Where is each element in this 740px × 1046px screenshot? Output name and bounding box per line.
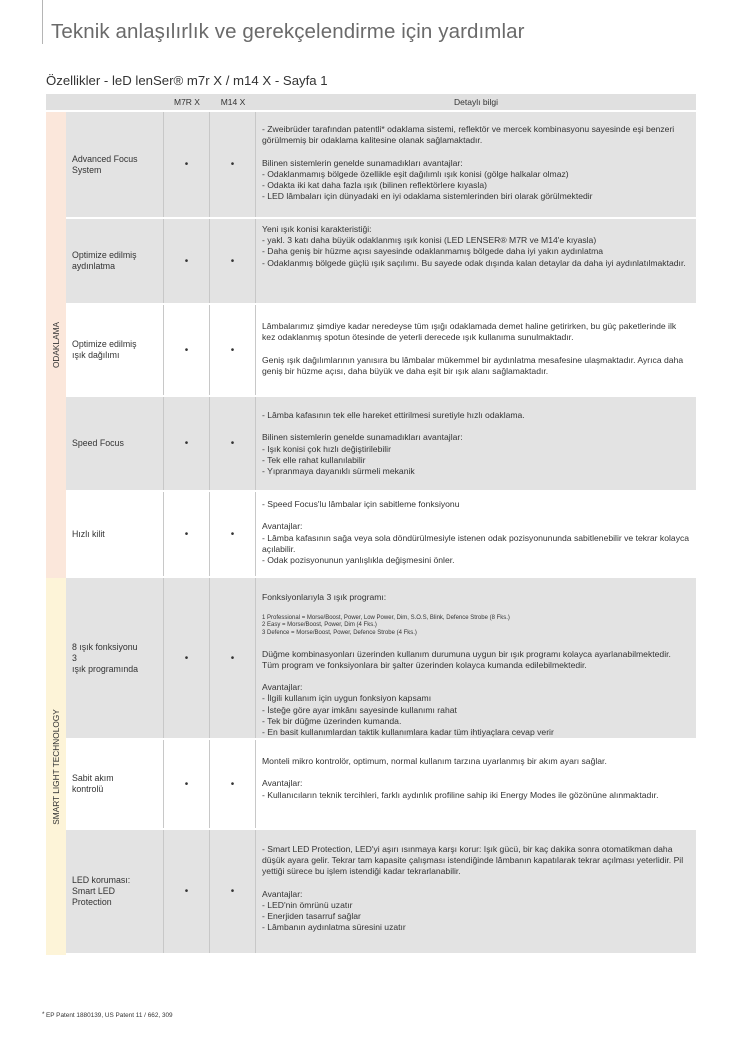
m7rx-availability: •	[164, 830, 210, 953]
feature-name: LED koruması: Smart LED Protection	[66, 830, 164, 953]
group-label-text: ODAKLAMA	[51, 321, 61, 369]
m14x-availability: •	[210, 397, 256, 490]
header-feature-blank	[66, 94, 164, 110]
table-row	[66, 305, 696, 397]
patent-footnote	[42, 1011, 173, 1019]
m14x-availability: •	[210, 492, 256, 576]
table-row	[66, 830, 696, 955]
header-model-m14x: M14 X	[220, 97, 246, 107]
features-table	[46, 94, 696, 955]
feature-detail: Düğme kombinasyonları üzerinden kullanım durumuna uygun bir ışık programı kolayca ayarlanabilmektedir. Tüm program ve fonksiyonlara bir şalter üzerinden kolayca kumanda edilebilmektedir. Avantajlar: - İlgili kullanım için uygun fonksiyon kapsamı - İsteğe göre ayar imkânı sayesinde kullanımı rahat - Tek bir düğme üzerinden kumanda. - En basit kullanımlardan taktik kullanımlara kadar tüm ihtiyaçlara cevap verir	[262, 648, 671, 738]
feature-name: Sabit akım kontrolü	[66, 740, 164, 828]
feature-detail: Lâmbalarımız şimdiye kadar neredeyse tüm ışığı odaklamada demet haline getirirken, bu güç paketlerinde ilk kez odaklanmış spotun ötesinde de yeterli derecede ışık kullanıma sunulmaktadır. Geniş ışık dağılımlarının yanısıra bu lâmbalar mükemmel bir aydınlatma mesafesine ulaşmaktadır. Ayrıca daha geniş bir hüzme açısı, daha büyük ve daha eşit bir ışık alanı sağlamaktadır.	[256, 305, 696, 395]
group-label-focusing	[46, 112, 66, 578]
table-body	[46, 112, 696, 955]
feature-detail: - Zweibrüder tarafından patentli* odaklama sistemi, reflektör ve mercek kombinasyonu sayesinde eşi benzeri görülmemiş bir odaklama kalitesine olanak sağlamaktadır. Bilinen sistemlerin genelde sunamadıkları avantajlar: - Odaklanmamış bölgede özellikle eşit dağılımlı ışık konisi (gölge halkalar olmaz) - Odakta iki kat daha fazla ışık (bilinen reflektörlere kıyasla) - LED lâmbaları için dünyadaki en iyi odaklama sistemlerinden biri olarak görülmektedir	[256, 112, 696, 217]
table-row	[66, 112, 696, 219]
m7rx-availability: •	[164, 112, 210, 217]
group-smart-light	[46, 578, 696, 955]
feature-detail-intro: Fonksiyonlarıyla 3 ışık programı:	[262, 592, 387, 603]
m14x-availability: •	[210, 830, 256, 953]
table-header	[46, 94, 696, 112]
table-row	[66, 578, 696, 740]
m7rx-availability: •	[164, 578, 210, 738]
m7rx-availability: •	[164, 740, 210, 828]
header-model-m7rx: M7R X	[174, 97, 200, 107]
footnote-bullet: *	[42, 1011, 45, 1018]
feature-detail: - Lâmba kafasının tek elle hareket ettirilmesi suretiyle hızlı odaklama. Bilinen sistemlerin genelde sunamadıkları avantajlar: - Işık konisi çok hızlı değiştirilebilir - Tek elle rahat kullanılabilir - Yıpranmaya dayanıklı sürmeli mekanik	[256, 397, 696, 490]
feature-detail: - Speed Focus'lu lâmbalar için sabitleme fonksiyonu Avantajlar: - Lâmba kafasının sağa veya sola döndürülmesiyle istenen odak pozisyonununda sabitlenebilir ve tekrar kolayca açılabilir. - Odak pozisyonunun yanlışlıkla değişmesini önler.	[256, 492, 696, 576]
m7rx-availability: •	[164, 305, 210, 395]
section-subtitle: Özellikler - leD lenSer® m7r X / m14 X - Sayfa 1	[46, 73, 328, 88]
feature-name: Hızlı kilit	[66, 492, 164, 576]
feature-detail-container	[256, 578, 696, 738]
page-header	[42, 0, 525, 44]
table-row	[66, 740, 696, 830]
group-focusing	[46, 112, 696, 578]
feature-name: 8 ışık fonksiyonu 3 ışık programında	[66, 578, 164, 738]
group-label-smart-light	[46, 578, 66, 955]
feature-detail: Yeni ışık konisi karakteristiği: - yakl. 3 katı daha büyük odaklanmış ışık konisi (LED LENSER® M7R ve M14'e kıyasla) - Daha geniş bir hüzme açısı sayesinde odaklanmamış bölgede daha iyi yakın aydınlatma - Odaklanmış bölgede güçlü ışık saçılımı. Bu sayede odak dışında kalan detaylar da daha iyi aydınlatılmaktadır.	[256, 219, 696, 303]
header-detail: Detaylı bilgi	[454, 97, 498, 107]
light-programs-list: 1 Professional = Morse/Boost, Power, Low Power, Dim, S.O.S, Blink, Defence Strobe (8 Fks.) 2 Easy = Morse/Boost, Power, Dim (4 Fks.) 3 Defence = Morse/Boost, Power, Defence Strobe (4 Fks.)	[262, 614, 510, 636]
m7rx-availability: •	[164, 397, 210, 490]
m7rx-availability: •	[164, 492, 210, 576]
feature-name: Speed Focus	[66, 397, 164, 490]
group-label-text: SMART LIGHT TECHNOLOGY	[51, 708, 61, 825]
m14x-availability: •	[210, 112, 256, 217]
table-row	[66, 492, 696, 578]
header-blank	[46, 94, 66, 110]
footnote-text: EP Patent 1880139, US Patent 11 / 662, 309	[46, 1012, 173, 1019]
m14x-availability: •	[210, 305, 256, 395]
page-title: Teknik anlaşılırlık ve gerekçelendirme için yardımlar	[51, 20, 525, 43]
m14x-availability: •	[210, 219, 256, 303]
feature-name: Advanced Focus System	[66, 112, 164, 217]
table-row	[66, 219, 696, 305]
feature-name: Optimize edilmiş aydınlatma	[66, 219, 164, 303]
feature-detail: Monteli mikro kontrolör, optimum, normal kullanım tarzına uyarlanmış bir akım ayarı sağlar. Avantajlar: - Kullanıcıların teknik tercihleri, farklı aydınlık profiline sahip iki Energy Modes ile gözönüne alınmaktadır.	[256, 740, 696, 828]
m14x-availability: •	[210, 578, 256, 738]
feature-detail: - Smart LED Protection, LED'yi aşırı ısınmaya karşı korur: Işık gücü, bir kaç dakika sonra otomatikman daha düşük ayara gelir. Tekrar tam kapasite çalışması istendiğinde lâmbanın kapatılarak tekrar açılması yeterlidir. Pil yettiği sürece bu işlem istendiği kadar tekrarlanabilir. Avantajlar: - LED'nin ömrünü uzatır - Enerjiden tasarruf sağlar - Lâmbanın aydınlatma süresini uzatır	[256, 830, 696, 953]
m14x-availability: •	[210, 740, 256, 828]
m7rx-availability: •	[164, 219, 210, 303]
feature-name: Optimize edilmiş ışık dağılımı	[66, 305, 164, 395]
table-row	[66, 397, 696, 492]
